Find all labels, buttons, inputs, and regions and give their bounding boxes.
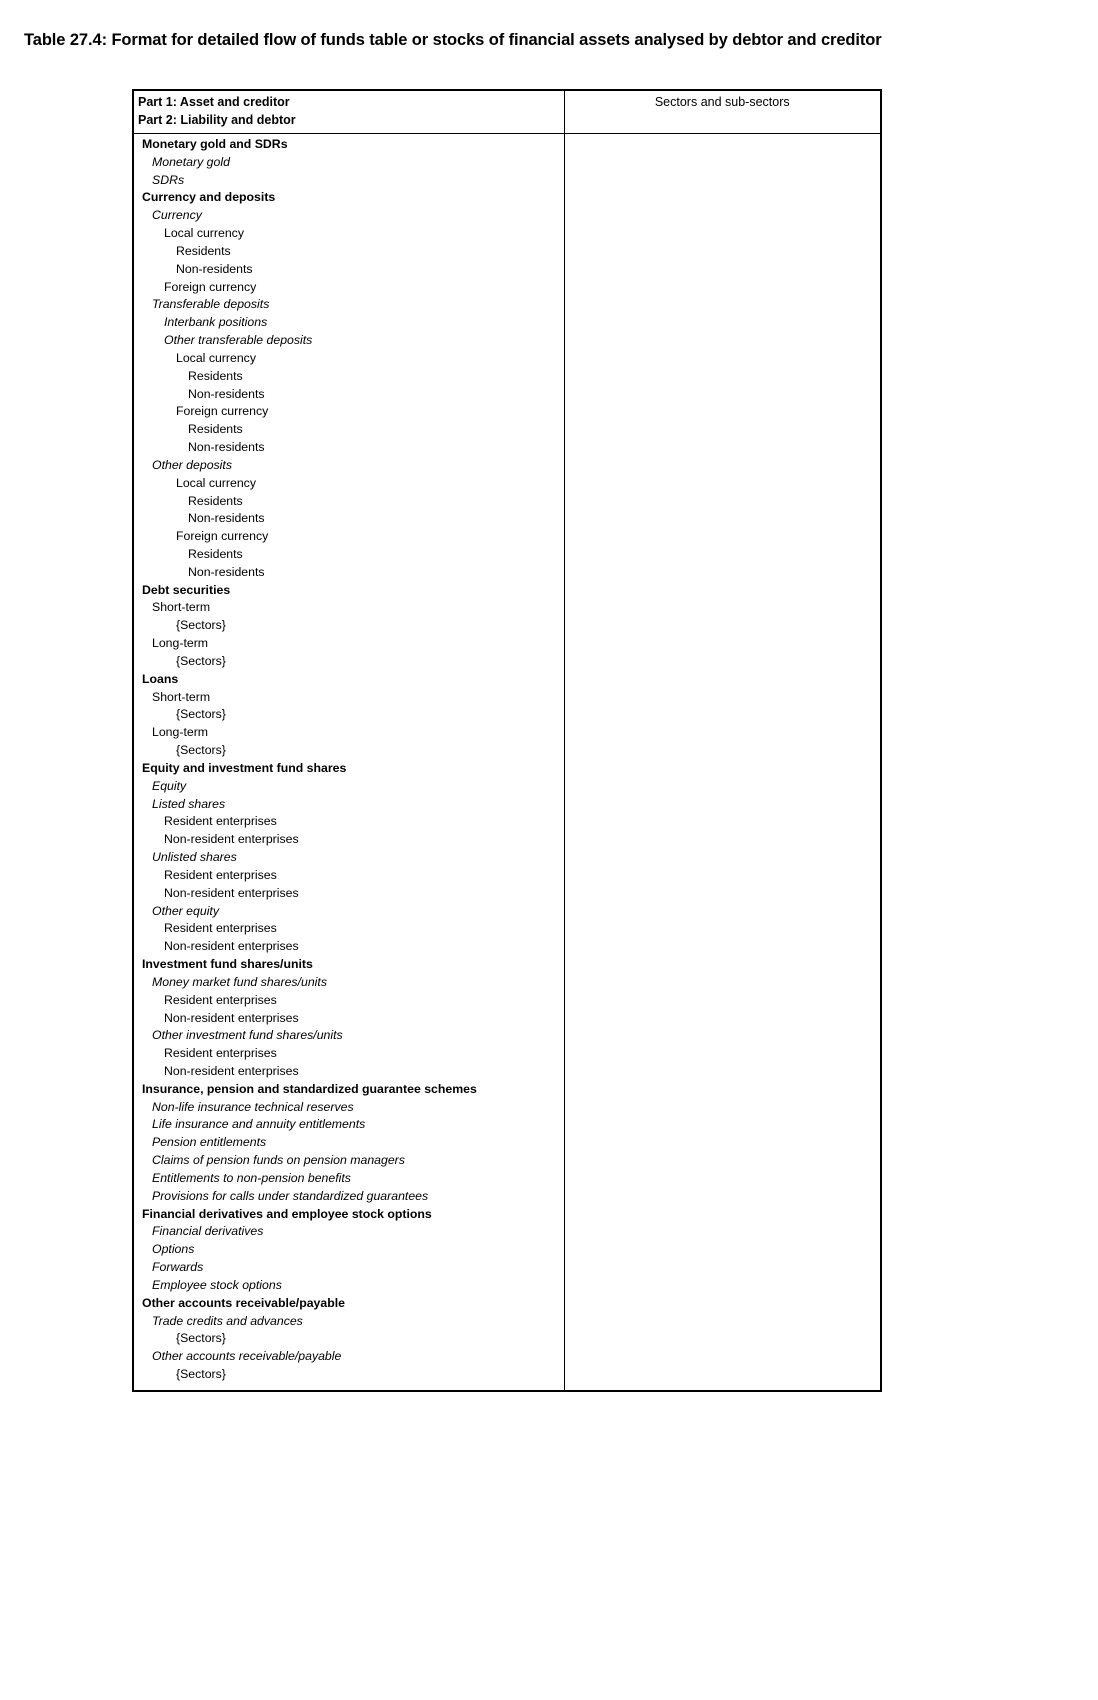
instrument-row: Other deposits bbox=[152, 457, 232, 472]
instrument-row: {Sectors} bbox=[176, 618, 226, 633]
instrument-row: Foreign currency bbox=[176, 404, 269, 419]
instrument-row: Transferable deposits bbox=[152, 297, 270, 312]
instrument-row: Local currency bbox=[164, 226, 244, 241]
instrument-row: Currency and deposits bbox=[142, 190, 276, 205]
instrument-row: Non-residents bbox=[188, 564, 265, 579]
instrument-row: Loans bbox=[142, 671, 179, 686]
header-part2: Part 2: Liability and debtor bbox=[138, 112, 296, 127]
instrument-row: {Sectors} bbox=[176, 1367, 226, 1382]
header-part1: Part 1: Asset and creditor bbox=[138, 95, 290, 110]
instrument-row: Non-residents bbox=[188, 440, 265, 455]
instrument-row: Local currency bbox=[176, 350, 256, 365]
instrument-row: Short-term bbox=[152, 600, 211, 615]
instrument-row: Non-life insurance technical reserves bbox=[152, 1099, 354, 1114]
instrument-row: Non-resident enterprises bbox=[164, 939, 299, 954]
page-title: Table 27.4: Format for detailed flow of funds table or stocks of financial assets analysed by debtor and creditor bbox=[24, 31, 882, 49]
instrument-row: Foreign currency bbox=[164, 279, 257, 294]
header-cell-sectors: Sectors and sub-sectors bbox=[564, 91, 880, 133]
header-cell-parts bbox=[134, 91, 564, 133]
instrument-row: Provisions for calls under standardized guarantees bbox=[152, 1188, 429, 1203]
instrument-row: Resident enterprises bbox=[164, 992, 277, 1007]
instrument-row: Financial derivatives bbox=[152, 1224, 264, 1239]
instrument-row: Monetary gold and SDRs bbox=[142, 136, 288, 151]
instrument-row: Non-resident enterprises bbox=[164, 832, 299, 847]
instrument-row: Short-term bbox=[152, 689, 211, 704]
instrument-row: Non-residents bbox=[188, 511, 265, 526]
instrument-row: Resident enterprises bbox=[164, 1046, 277, 1061]
instrument-row: Unlisted shares bbox=[152, 850, 237, 865]
instrument-row: Resident enterprises bbox=[164, 867, 277, 882]
instrument-row: {Sectors} bbox=[176, 707, 226, 722]
instrument-row: Residents bbox=[188, 368, 243, 383]
table-body-row bbox=[134, 133, 880, 1389]
instrument-row: Pension entitlements bbox=[152, 1135, 267, 1150]
instrument-row: Equity bbox=[152, 778, 187, 793]
instrument-row: Other accounts receivable/payable bbox=[152, 1349, 342, 1364]
instrument-row: Entitlements to non-pension benefits bbox=[152, 1170, 351, 1185]
instrument-row: Financial derivatives and employee stock options bbox=[142, 1206, 432, 1221]
instrument-row: SDRs bbox=[152, 172, 185, 187]
instrument-row: Non-resident enterprises bbox=[164, 1064, 299, 1078]
instrument-row: Other transferable deposits bbox=[164, 333, 313, 348]
instrument-list bbox=[138, 136, 560, 1384]
instrument-row: Residents bbox=[188, 493, 243, 508]
instrument-row: Non-residents bbox=[176, 261, 253, 276]
instrument-row: Residents bbox=[188, 546, 243, 561]
instrument-row: Interbank positions bbox=[164, 315, 268, 330]
instrument-row: Other investment fund shares/units bbox=[152, 1028, 343, 1043]
instrument-row: Trade credits and advances bbox=[152, 1313, 303, 1328]
instrument-row: Non-resident enterprises bbox=[164, 885, 299, 900]
instrument-row: Listed shares bbox=[152, 796, 226, 811]
instrument-list-cell bbox=[134, 133, 564, 1389]
instrument-row: Local currency bbox=[176, 475, 256, 490]
instrument-row: {Sectors} bbox=[176, 1331, 226, 1346]
instrument-row: Other equity bbox=[152, 903, 219, 918]
instrument-row: Monetary gold bbox=[152, 154, 230, 169]
instrument-row: Employee stock options bbox=[152, 1277, 282, 1292]
instrument-row: Equity and investment fund shares bbox=[142, 760, 347, 775]
instrument-row: Long-term bbox=[152, 636, 209, 651]
sectors-entry-cell bbox=[564, 133, 880, 1389]
instrument-row: Insurance, pension and standardized guarantee schemes bbox=[142, 1081, 477, 1096]
instrument-row: Non-resident enterprises bbox=[164, 1010, 299, 1025]
instrument-row: Money market fund shares/units bbox=[152, 974, 327, 989]
instrument-row: Foreign currency bbox=[176, 529, 269, 544]
instrument-row: Life insurance and annuity entitlements bbox=[152, 1117, 366, 1132]
instrument-row: Non-residents bbox=[188, 386, 265, 401]
instrument-row: Claims of pension funds on pension managers bbox=[152, 1153, 405, 1168]
instrument-row: Forwards bbox=[152, 1260, 204, 1275]
instrument-row: Residents bbox=[176, 243, 231, 258]
instrument-row: Resident enterprises bbox=[164, 921, 277, 936]
instrument-row: Other accounts receivable/payable bbox=[142, 1295, 345, 1310]
instrument-row: Residents bbox=[188, 422, 243, 437]
instrument-row: Investment fund shares/units bbox=[142, 957, 313, 972]
instrument-row: Resident enterprises bbox=[164, 814, 277, 829]
flow-of-funds-table bbox=[132, 89, 882, 1391]
instrument-row: {Sectors} bbox=[176, 743, 226, 758]
instrument-row: Long-term bbox=[152, 725, 209, 740]
instrument-row: Currency bbox=[152, 208, 202, 223]
instrument-row: Debt securities bbox=[142, 582, 231, 597]
instrument-row: {Sectors} bbox=[176, 653, 226, 668]
instrument-row: Options bbox=[152, 1242, 195, 1257]
table-header-row bbox=[134, 91, 880, 133]
